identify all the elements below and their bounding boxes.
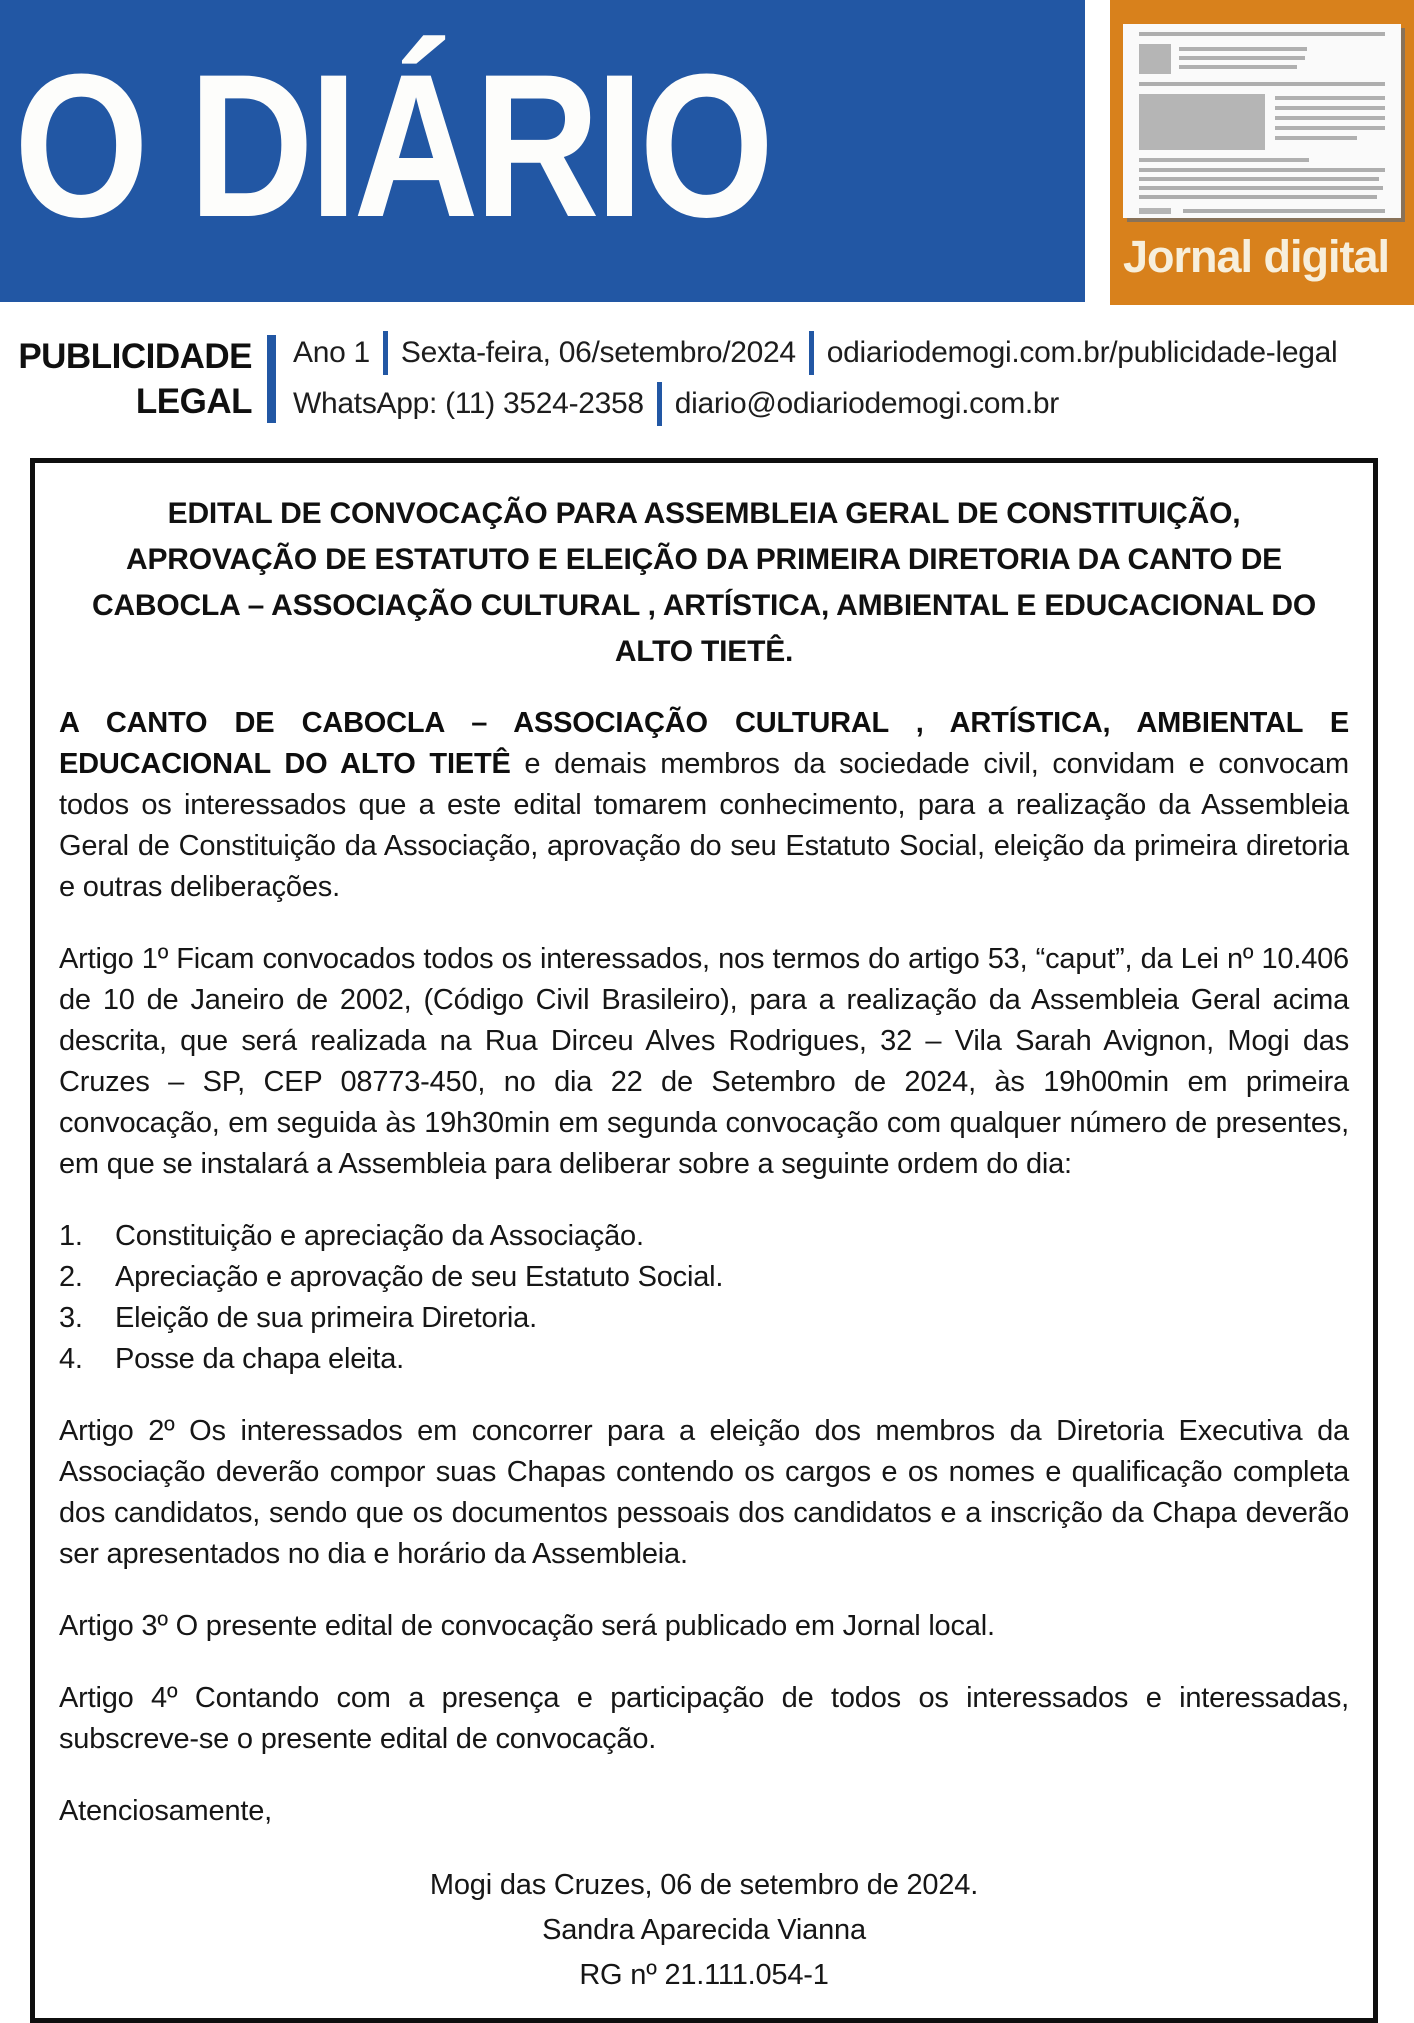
list-item <box>59 1216 1349 1257</box>
list-item-number: 4. <box>59 1343 83 1375</box>
notice-intro-paragraph <box>59 703 1349 908</box>
list-item-text: Posse da chapa eleita. <box>115 1343 405 1375</box>
association-name: A CANTO DE CABOCLA – ASSOCIAÇÃO CULTURAL , ARTÍSTICA, AMBIENTAL E EDUCACIONAL DO ALTO TIETÊ <box>59 707 1349 780</box>
signer-name: Sandra Aparecida Vianna <box>542 1914 866 1946</box>
list-item-text: Constituição e apreciação da Associação. <box>115 1220 644 1252</box>
list-item <box>59 1339 1349 1380</box>
place-and-date: Mogi das Cruzes, 06 de setembro de 2024. <box>429 1869 979 1901</box>
jornal-digital-label: Jornal digital <box>1123 231 1390 282</box>
newspaper-title: O DIÁRIO <box>14 32 770 260</box>
signer-rg: RG nº 21.111.054-1 <box>579 1959 829 1991</box>
agenda-list <box>59 1216 1349 1380</box>
vertical-divider <box>809 331 814 375</box>
notice-article4: Artigo 4º Contando com a presença e participação de todos os interessados e interessadas, subscreve-se o presente edital de convocação. <box>59 1682 1349 1755</box>
list-item-number: 1. <box>59 1220 83 1252</box>
list-item-text: Eleição de sua primeira Diretoria. <box>115 1302 537 1334</box>
list-item-number: 2. <box>59 1261 83 1293</box>
edition-info-row1 <box>293 331 1337 375</box>
contact-email: diario@odiariodemogi.com.br <box>674 387 1059 420</box>
legal-notice <box>30 458 1378 2023</box>
list-item <box>59 1257 1349 1298</box>
whatsapp-number: WhatsApp: (11) 3524-2358 <box>293 387 644 420</box>
vertical-divider <box>267 335 276 423</box>
vertical-divider <box>657 382 662 426</box>
notice-title: EDITAL DE CONVOCAÇÃO PARA ASSEMBLEIA GERAL DE CONSTITUIÇÃO, APROVAÇÃO DE ESTATUTO E ELEIÇÃO DA PRIMEIRA DIRETORIA DA CANTO DE CABOCLA – ASSOCIAÇÃO CULTURAL , ARTÍSTICA, AMBIENTAL E EDUCACIONAL DO ALTO TIETÊ. <box>92 497 1316 668</box>
jornal-digital-badge <box>1110 0 1414 305</box>
notice-article1: Artigo 1º Ficam convocados todos os interessados, nos termos do artigo 53, “caput”, da Lei nº 10.406 de 10 de Janeiro de 2002, (Código Civil Brasileiro), para a realização da Assembleia Geral acima descrita, que será realizada na Rua Dirceu Alves Rodrigues, 32 – Vila Sarah Avignon, Mogi das Cruzes – SP, CEP 08773-450, no dia 22 de Setembro de 2024, às 19h00min em primeira convocação, em seguida às 19h30min em segunda convocação com qualquer número de presentes, em que se instalará a Assembleia para deliberar sobre a seguinte ordem do dia: <box>59 943 1349 1180</box>
edition-info-row2 <box>293 382 1337 426</box>
closing-salutation: Atenciosamente, <box>59 1795 273 1827</box>
list-item-number: 3. <box>59 1302 83 1334</box>
list-item <box>59 1298 1349 1339</box>
masthead <box>0 0 1414 305</box>
masthead-banner <box>0 0 1085 302</box>
site-url: odiariodemogi.com.br/publicidade-legal <box>826 336 1338 369</box>
edition-date: Sexta-feira, 06/setembro/2024 <box>400 336 796 369</box>
section-title <box>6 334 252 424</box>
edition-info <box>293 331 1337 426</box>
list-item-text: Apreciação e aprovação de seu Estatuto Social. <box>115 1261 724 1293</box>
section-title-line2: LEGAL <box>135 381 252 421</box>
section-title-line1: PUBLICIDADE <box>18 336 252 376</box>
edition-label: Ano 1 <box>293 336 370 369</box>
vertical-divider <box>383 331 388 375</box>
notice-article3: Artigo 3º O presente edital de convocação será publicado em Jornal local. <box>59 1610 995 1642</box>
notice-article2: Artigo 2º Os interessados em concorrer para a eleição dos membros da Diretoria Executiva da Associação deverão compor suas Chapas contendo os cargos e os nomes e qualificação completa dos candidatos, sendo que os documentos pessoais dos candidatos e a inscrição da Chapa deverão ser apresentados no dia e horário da Assembleia. <box>59 1415 1349 1570</box>
signature-block <box>59 1863 1349 1998</box>
newspaper-icon <box>1123 24 1401 218</box>
publicity-header <box>0 305 1414 448</box>
notice-intro-text: e demais membros da sociedade civil, convidam e convocam todos os interessados que a este edital tomarem conhecimento, para a realização da Assembleia Geral de Constituição da Associação, aprovação do seu Estatuto Social, eleição da primeira diretoria e outras deliberações. <box>59 748 1349 903</box>
